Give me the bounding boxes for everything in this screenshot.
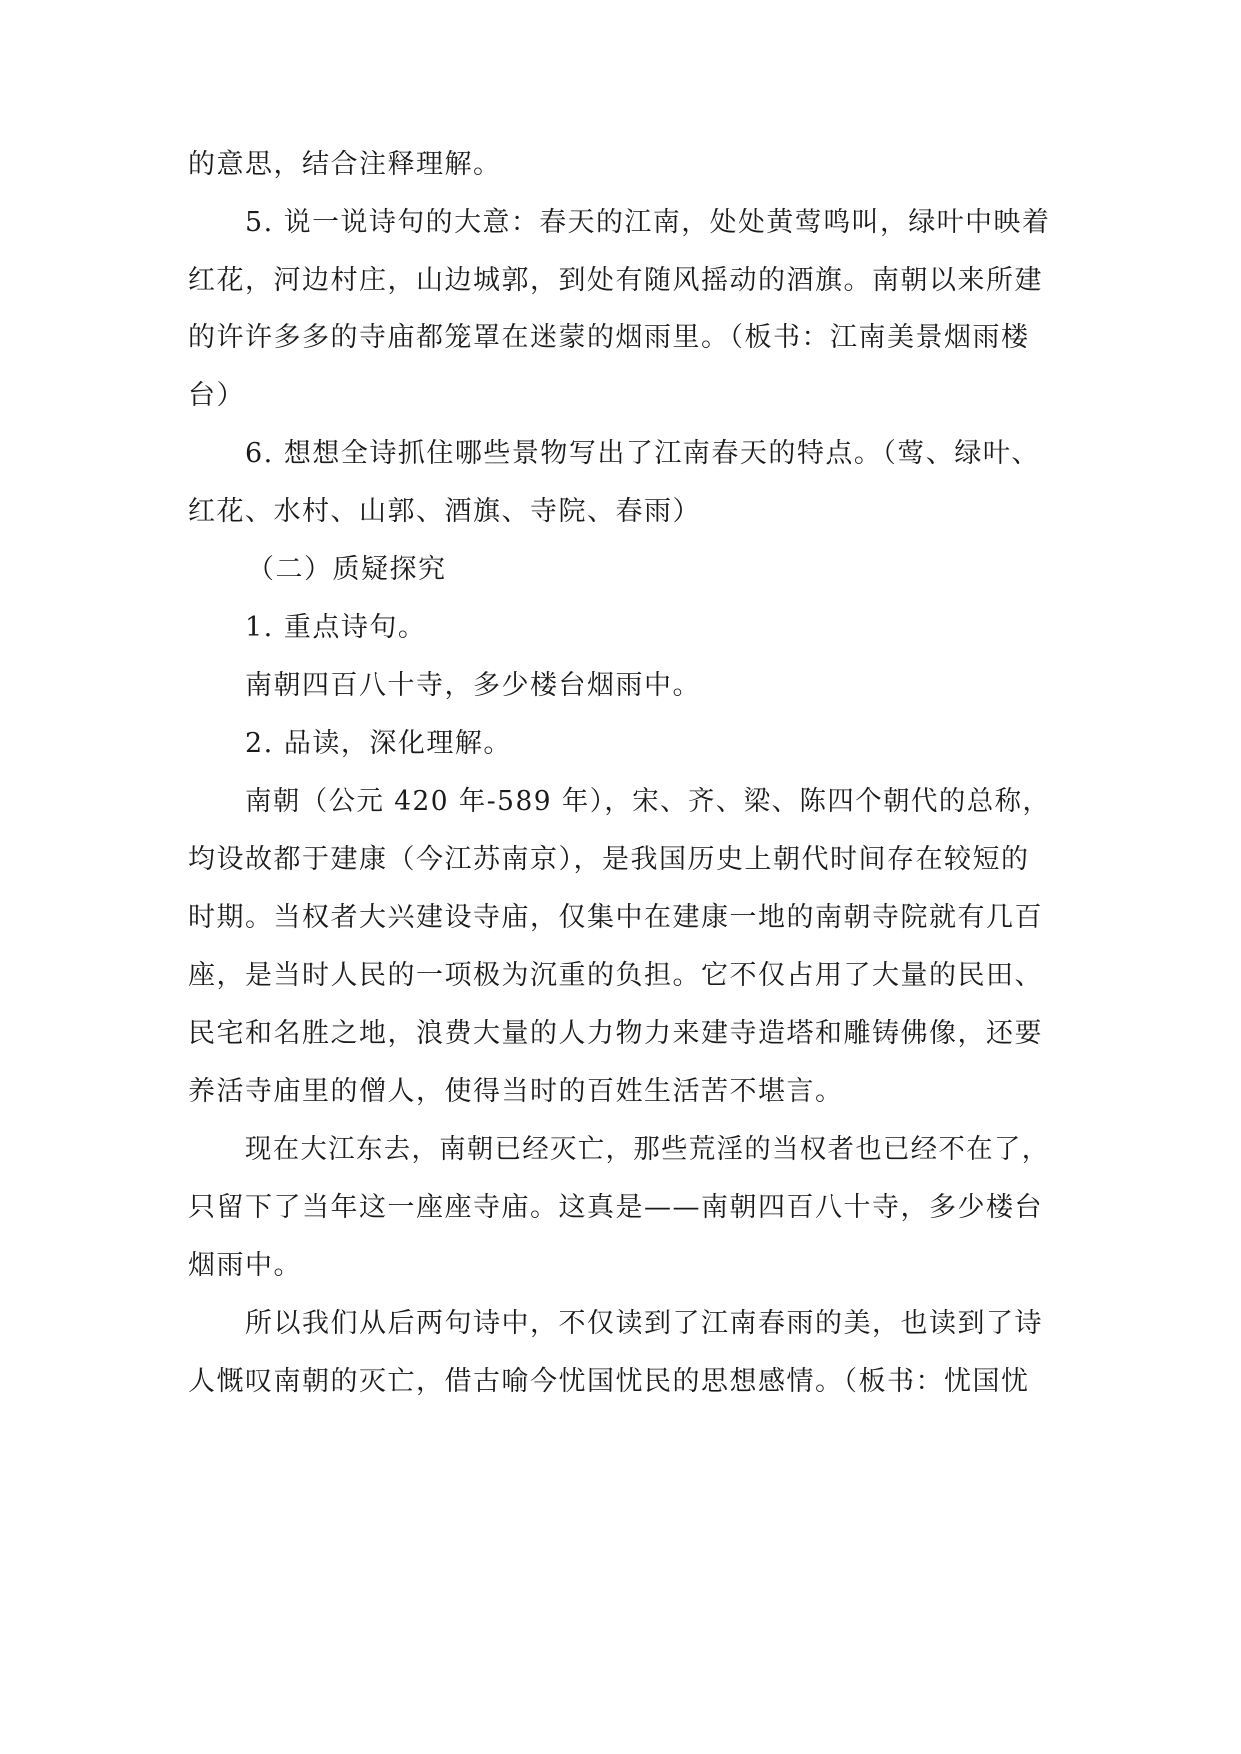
text-line: 1. 重点诗句。 — [245, 612, 427, 643]
text-line: 南朝（公元 420 年-589 年），宋、齐、梁、陈四个朝代的总称， — [245, 786, 1051, 817]
text-line: 红花，河边村庄，山边城郭，到处有随风摇动的酒旗。南朝以来所建 — [188, 265, 1043, 296]
poem-line: 南朝四百八十寺，多少楼台烟雨中。 — [245, 670, 701, 701]
section-heading: （二）质疑探究 — [247, 554, 447, 585]
text-line: 的意思，结合注释理解。 — [188, 149, 502, 180]
text-line: 的许许多多的寺庙都笼罩在迷蒙的烟雨里。（板书：江南美景烟雨楼 — [188, 322, 1030, 353]
text-line: 5. 说一说诗句的大意：春天的江南，处处黄莺鸣叫，绿叶中映着 — [245, 207, 1051, 238]
text-line: 所以我们从后两句诗中，不仅读到了江南春雨的美，也读到了诗 — [245, 1308, 1043, 1339]
text-line: 只留下了当年这一座座寺庙。这真是——南朝四百八十寺，多少楼台 — [188, 1192, 1043, 1223]
text-line: 红花、水村、山郭、酒旗、寺院、春雨） — [188, 496, 701, 527]
text-line: 养活寺庙里的僧人，使得当时的百姓生活苦不堪言。 — [188, 1076, 844, 1107]
text-line: 2. 品读，深化理解。 — [245, 728, 512, 759]
text-line: 烟雨中。 — [188, 1250, 302, 1281]
text-line: 人慨叹南朝的灭亡，借古喻今忧国忧民的思想感情。（板书：忧国忧 — [188, 1366, 1030, 1397]
text-line: 现在大江东去，南朝已经灭亡，那些荒淫的当权者也已经不在了， — [245, 1134, 1050, 1165]
text-line: 时期。当权者大兴建设寺庙，仅集中在建康一地的南朝寺院就有几百 — [188, 902, 1043, 933]
text-line: 民宅和名胜之地，浪费大量的人力物力来建寺造塔和雕铸佛像，还要 — [188, 1018, 1043, 1049]
text-line: 6. 想想全诗抓住哪些景物写出了江南春天的特点。（莺、绿叶、 — [245, 438, 1040, 469]
text-line: 均设故都于建康（今江苏南京），是我国历史上朝代时间存在较短的 — [188, 844, 1030, 875]
text-line: 台） — [188, 380, 245, 411]
text-line: 座，是当时人民的一项极为沉重的负担。它不仅占用了大量的民田、 — [188, 960, 1043, 991]
